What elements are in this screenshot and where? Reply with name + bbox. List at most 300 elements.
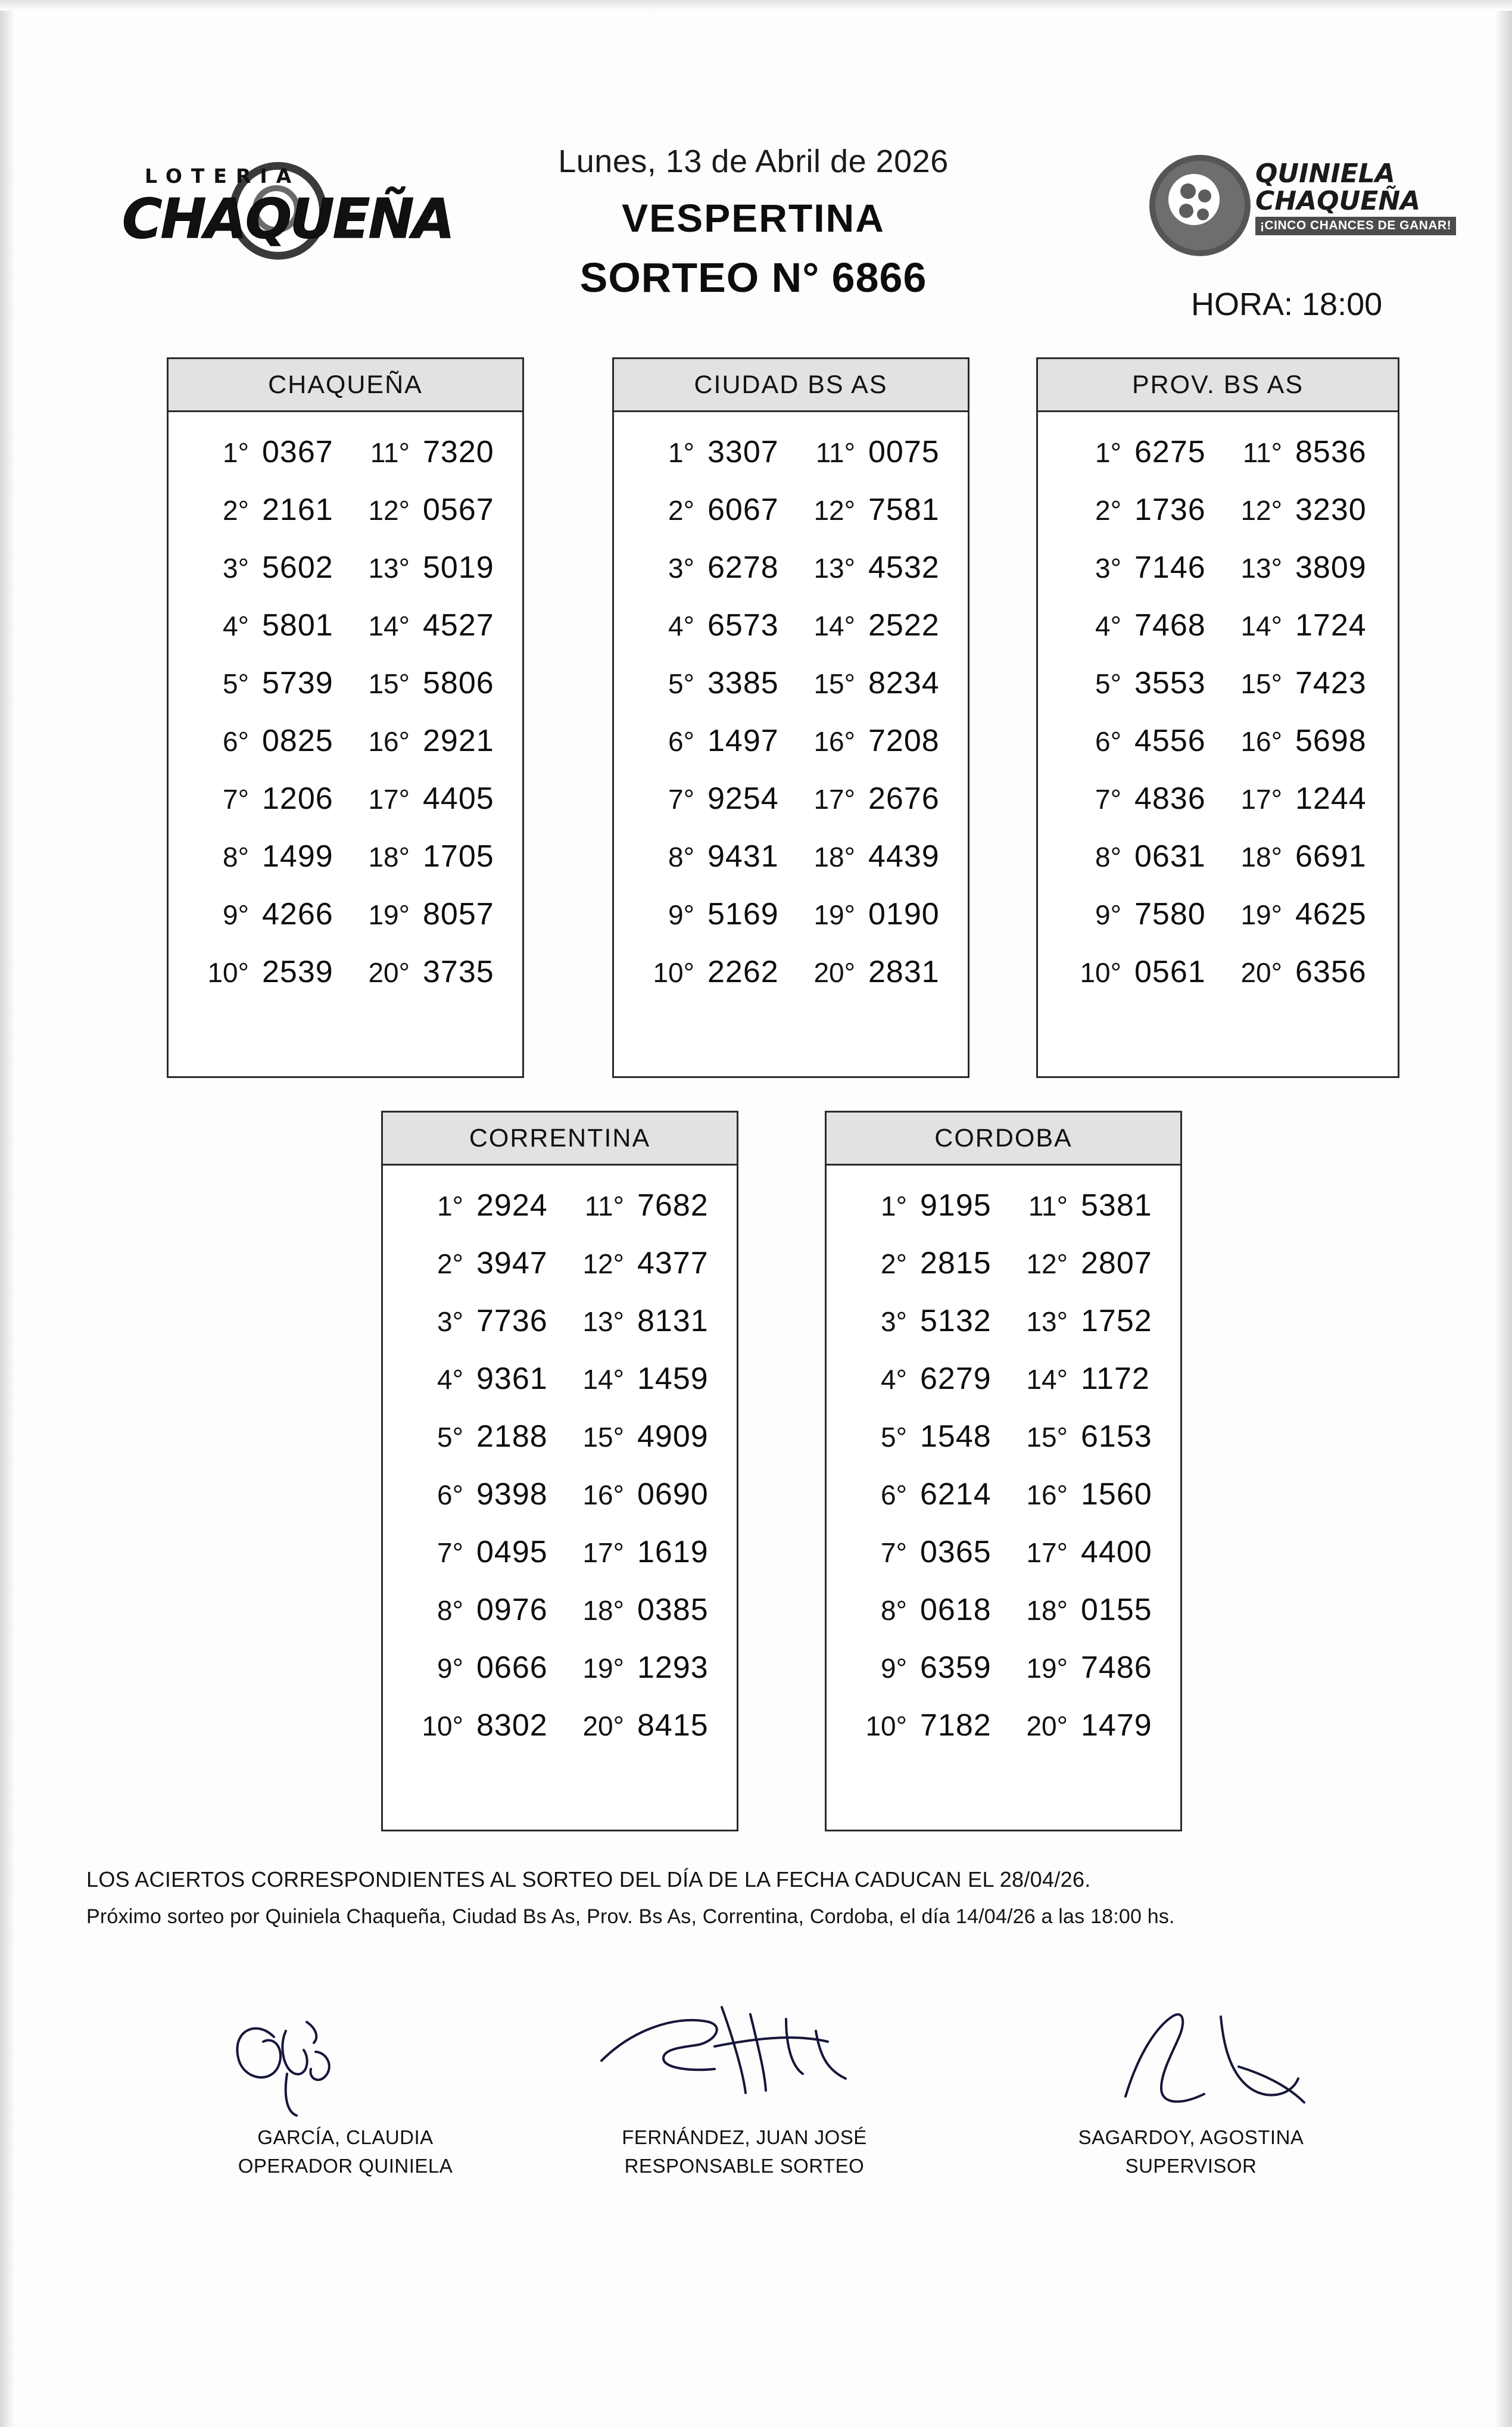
result-cell xyxy=(843,1188,1003,1223)
result-number: 4625 xyxy=(1295,896,1367,931)
result-cell xyxy=(843,1592,1003,1628)
result-cell xyxy=(399,1361,560,1397)
result-position: 8° xyxy=(1095,841,1121,873)
result-position: 12° xyxy=(1240,494,1282,526)
result-cell xyxy=(630,434,791,470)
result-number: 3809 xyxy=(1295,550,1367,585)
table-row xyxy=(827,1696,1180,1754)
table-row xyxy=(383,1523,737,1581)
result-cell xyxy=(791,723,952,759)
result-cell xyxy=(185,434,345,470)
table-rows-ciudad-bs-as xyxy=(614,412,968,1012)
table-row xyxy=(614,943,968,1001)
result-position: 16° xyxy=(813,725,855,757)
footer-notes xyxy=(86,1867,1432,1928)
result-number: 1560 xyxy=(1081,1476,1152,1512)
result-position: 14° xyxy=(582,1363,624,1395)
result-position: 3° xyxy=(881,1306,907,1337)
result-number: 6275 xyxy=(1134,434,1206,469)
result-position: 20° xyxy=(1240,957,1282,988)
result-position: 5° xyxy=(1095,668,1121,699)
table-row xyxy=(827,1638,1180,1696)
result-cell xyxy=(630,723,791,759)
result-position: 3° xyxy=(668,552,694,584)
result-position: 18° xyxy=(813,841,855,873)
table-header-cordoba: CORDOBA xyxy=(827,1113,1180,1166)
result-position: 9° xyxy=(437,1652,463,1684)
result-number: 7208 xyxy=(868,723,940,758)
result-cell xyxy=(1057,607,1218,643)
table-row xyxy=(827,1465,1180,1523)
result-cell xyxy=(185,607,345,643)
document-header xyxy=(0,125,1512,345)
result-cell xyxy=(185,954,345,990)
table-row xyxy=(169,769,522,827)
result-cell xyxy=(399,1188,560,1223)
result-number: 1206 xyxy=(262,781,333,816)
result-number: 0666 xyxy=(476,1650,548,1685)
result-cell xyxy=(843,1650,1003,1685)
result-number: 6214 xyxy=(920,1476,992,1512)
result-number: 6359 xyxy=(920,1650,992,1685)
table-row xyxy=(614,481,968,538)
result-cell xyxy=(1057,723,1218,759)
result-number: 2262 xyxy=(707,954,779,989)
result-cell xyxy=(1057,954,1218,990)
result-position: 8° xyxy=(223,841,249,873)
result-number: 0365 xyxy=(920,1534,992,1569)
table-row xyxy=(169,481,522,538)
result-number: 0155 xyxy=(1081,1592,1152,1627)
result-number: 0690 xyxy=(637,1476,709,1512)
result-position: 5° xyxy=(437,1421,463,1453)
result-cell xyxy=(345,550,506,585)
result-cell xyxy=(1003,1650,1164,1685)
result-cell xyxy=(1218,723,1379,759)
quiniela-logo-line1: QUINIELA xyxy=(1255,158,1395,189)
table-header-prov-bs-as: PROV. BS AS xyxy=(1038,359,1398,412)
result-position: 9° xyxy=(223,899,249,930)
result-number: 8302 xyxy=(476,1708,548,1743)
result-position: 3° xyxy=(437,1306,463,1337)
result-position: 9° xyxy=(668,899,694,930)
result-cell xyxy=(843,1476,1003,1512)
result-position: 4° xyxy=(223,610,249,641)
result-position: 12° xyxy=(1026,1248,1068,1279)
quiniela-logo-line2: CHAQUEÑA xyxy=(1255,186,1421,216)
result-number: 1479 xyxy=(1081,1708,1152,1743)
result-cell xyxy=(399,1476,560,1512)
result-position: 7° xyxy=(437,1537,463,1568)
result-number: 2161 xyxy=(262,492,333,527)
result-position: 2° xyxy=(1095,494,1121,526)
result-number: 0190 xyxy=(868,896,940,931)
table-row xyxy=(827,1234,1180,1292)
signature-role: SUPERVISOR xyxy=(1125,2155,1257,2177)
result-cell xyxy=(185,839,345,874)
result-position: 5° xyxy=(881,1421,907,1453)
result-number: 7468 xyxy=(1134,607,1206,643)
next-draw-note: Próximo sorteo por Quiniela Chaqueña, Ciudad Bs As, Prov. Bs As, Correntina, Cordoba, el día 14/04/26 a las 18:00 hs. xyxy=(86,1905,1175,1928)
result-number: 8057 xyxy=(423,896,494,931)
result-position: 15° xyxy=(1240,668,1282,699)
result-number: 3947 xyxy=(476,1245,548,1281)
loteria-chaquena-logo xyxy=(110,161,453,251)
table-row xyxy=(1038,712,1398,769)
result-position: 13° xyxy=(1026,1306,1068,1337)
result-position: 4° xyxy=(437,1363,463,1395)
result-cell xyxy=(843,1245,1003,1281)
table-header-ciudad-bs-as: CIUDAD BS AS xyxy=(614,359,968,412)
result-position: 2° xyxy=(437,1248,463,1279)
result-cell xyxy=(630,665,791,701)
result-cell xyxy=(560,1419,721,1454)
result-position: 13° xyxy=(813,552,855,584)
result-position: 7° xyxy=(223,783,249,815)
result-number: 7320 xyxy=(423,434,494,469)
table-row xyxy=(614,885,968,943)
expiry-note: LOS ACIERTOS CORRESPONDIENTES AL SORTEO DEL DÍA DE LA FECHA CADUCAN EL 28/04/26. xyxy=(86,1867,1091,1892)
table-row xyxy=(614,769,968,827)
draw-number: SORTEO N° 6866 xyxy=(579,254,927,301)
result-cell xyxy=(345,434,506,470)
result-number: 4527 xyxy=(423,607,494,643)
table-row xyxy=(169,654,522,712)
table-row xyxy=(383,1465,737,1523)
signature-operador xyxy=(137,1995,554,2177)
result-number: 2924 xyxy=(476,1188,548,1223)
result-position: 16° xyxy=(582,1479,624,1510)
result-number: 2921 xyxy=(423,723,494,758)
table-row xyxy=(614,712,968,769)
result-number: 4377 xyxy=(637,1245,709,1281)
result-number: 6356 xyxy=(1295,954,1367,989)
result-position: 5° xyxy=(668,668,694,699)
table-header-correntina: CORRENTINA xyxy=(383,1113,737,1166)
result-position: 1° xyxy=(668,437,694,468)
result-number: 8131 xyxy=(637,1303,709,1338)
result-number: 7682 xyxy=(637,1188,709,1223)
result-cell xyxy=(1218,665,1379,701)
result-cell xyxy=(630,896,791,932)
result-position: 14° xyxy=(1240,610,1282,641)
result-number: 0495 xyxy=(476,1534,548,1569)
result-position: 19° xyxy=(1026,1652,1068,1684)
result-position: 2° xyxy=(668,494,694,526)
result-cell xyxy=(1057,434,1218,470)
table-row xyxy=(169,885,522,943)
results-table-cordoba xyxy=(825,1111,1182,1831)
result-position: 18° xyxy=(368,841,410,873)
signature-mark-icon xyxy=(536,1995,953,2126)
result-cell xyxy=(345,607,506,643)
result-number: 2807 xyxy=(1081,1245,1152,1281)
result-position: 16° xyxy=(1240,725,1282,757)
result-position: 19° xyxy=(813,899,855,930)
table-row xyxy=(383,1176,737,1234)
result-number: 0561 xyxy=(1134,954,1206,989)
result-number: 0567 xyxy=(423,492,494,527)
result-number: 9254 xyxy=(707,781,779,816)
result-position: 20° xyxy=(1026,1710,1068,1741)
result-position: 7° xyxy=(668,783,694,815)
results-table-ciudad-bs-as xyxy=(612,357,969,1078)
result-position: 15° xyxy=(1026,1421,1068,1453)
table-row xyxy=(614,654,968,712)
result-cell xyxy=(399,1245,560,1281)
result-number: 5169 xyxy=(707,896,779,931)
result-number: 5019 xyxy=(423,550,494,585)
result-position: 8° xyxy=(668,841,694,873)
result-cell xyxy=(560,1708,721,1743)
logo-word-bottom: CHAQUEÑA xyxy=(122,187,453,251)
result-cell xyxy=(560,1592,721,1628)
result-cell xyxy=(1003,1476,1164,1512)
result-cell xyxy=(1057,665,1218,701)
header-center xyxy=(417,125,1090,301)
result-position: 1° xyxy=(437,1190,463,1222)
results-table-prov-bs-as xyxy=(1036,357,1399,1078)
result-cell xyxy=(791,954,952,990)
result-cell xyxy=(1003,1303,1164,1339)
results-table-correntina xyxy=(381,1111,738,1831)
result-number: 4836 xyxy=(1134,781,1206,816)
result-number: 0976 xyxy=(476,1592,548,1627)
table-row xyxy=(827,1350,1180,1407)
result-cell xyxy=(345,781,506,817)
table-row xyxy=(1038,885,1398,943)
quiniela-chaquena-logo xyxy=(1149,155,1483,256)
result-position: 19° xyxy=(368,899,410,930)
result-cell xyxy=(843,1303,1003,1339)
table-row xyxy=(169,423,522,481)
signature-responsable xyxy=(536,1995,953,2177)
result-position: 13° xyxy=(1240,552,1282,584)
draw-hour: HORA: 18:00 xyxy=(1191,286,1383,322)
table-row xyxy=(169,538,522,596)
result-cell xyxy=(345,954,506,990)
result-cell xyxy=(843,1708,1003,1743)
result-number: 2815 xyxy=(920,1245,992,1281)
result-number: 5132 xyxy=(920,1303,992,1338)
result-cell xyxy=(1218,434,1379,470)
result-cell xyxy=(791,781,952,817)
result-position: 15° xyxy=(368,668,410,699)
result-position: 15° xyxy=(813,668,855,699)
result-number: 4400 xyxy=(1081,1534,1152,1569)
result-number: 9195 xyxy=(920,1188,992,1223)
result-position: 13° xyxy=(368,552,410,584)
result-cell xyxy=(1003,1708,1164,1743)
result-cell xyxy=(791,896,952,932)
result-number: 1548 xyxy=(920,1419,992,1454)
result-number: 1705 xyxy=(423,839,494,874)
result-cell xyxy=(1057,839,1218,874)
result-number: 1752 xyxy=(1081,1303,1152,1338)
result-number: 1244 xyxy=(1295,781,1367,816)
result-cell xyxy=(399,1708,560,1743)
result-cell xyxy=(1057,492,1218,528)
result-position: 3° xyxy=(1095,552,1121,584)
table-row xyxy=(169,712,522,769)
result-number: 3307 xyxy=(707,434,779,469)
table-row xyxy=(169,943,522,1001)
result-cell xyxy=(630,550,791,585)
result-position: 14° xyxy=(368,610,410,641)
result-cell xyxy=(399,1534,560,1570)
result-position: 20° xyxy=(813,957,855,988)
result-position: 18° xyxy=(582,1594,624,1626)
result-cell xyxy=(345,896,506,932)
result-cell xyxy=(1003,1419,1164,1454)
signature-name: GARCÍA, CLAUDIA xyxy=(257,2126,434,2148)
result-position: 12° xyxy=(582,1248,624,1279)
result-cell xyxy=(1003,1592,1164,1628)
result-number: 0631 xyxy=(1134,839,1206,874)
result-cell xyxy=(185,896,345,932)
signature-role: RESPONSABLE SORTEO xyxy=(624,2155,865,2177)
result-cell xyxy=(560,1188,721,1223)
result-number: 4405 xyxy=(423,781,494,816)
result-position: 10° xyxy=(865,1710,907,1741)
result-cell xyxy=(185,781,345,817)
result-position: 20° xyxy=(368,957,410,988)
result-number: 2188 xyxy=(476,1419,548,1454)
result-cell xyxy=(1003,1188,1164,1223)
results-table-chaquena xyxy=(167,357,524,1078)
result-cell xyxy=(185,492,345,528)
result-number: 1619 xyxy=(637,1534,709,1569)
result-number: 1724 xyxy=(1295,607,1367,643)
result-cell xyxy=(1218,550,1379,585)
result-cell xyxy=(560,1361,721,1397)
result-number: 8234 xyxy=(868,665,940,700)
result-cell xyxy=(630,839,791,874)
result-number: 0385 xyxy=(637,1592,709,1627)
result-cell xyxy=(560,1245,721,1281)
table-rows-chaquena xyxy=(169,412,522,1012)
result-number: 3553 xyxy=(1134,665,1206,700)
result-cell xyxy=(1218,954,1379,990)
signature-name: FERNÁNDEZ, JUAN JOSÉ xyxy=(622,2126,867,2148)
result-number: 9398 xyxy=(476,1476,548,1512)
result-position: 11° xyxy=(815,437,855,468)
result-position: 11° xyxy=(1242,437,1282,468)
table-row xyxy=(383,1234,737,1292)
table-rows-correntina xyxy=(383,1166,737,1766)
table-row xyxy=(614,827,968,885)
table-header-chaquena: CHAQUEÑA xyxy=(169,359,522,412)
table-row xyxy=(1038,596,1398,654)
result-number: 6279 xyxy=(920,1361,992,1396)
result-number: 4532 xyxy=(868,550,940,585)
table-row xyxy=(827,1581,1180,1638)
result-position: 15° xyxy=(582,1421,624,1453)
result-cell xyxy=(1057,896,1218,932)
signature-name: SAGARDOY, AGOSTINA xyxy=(1078,2126,1304,2148)
result-number: 5806 xyxy=(423,665,494,700)
quiniela-ball-icon xyxy=(1149,155,1251,256)
result-number: 4439 xyxy=(868,839,940,874)
table-row xyxy=(1038,827,1398,885)
result-cell xyxy=(1218,896,1379,932)
result-cell xyxy=(560,1303,721,1339)
quiniela-logo-tagline: ¡CINCO CHANCES DE GANAR! xyxy=(1255,217,1456,235)
table-row xyxy=(383,1350,737,1407)
result-position: 14° xyxy=(1026,1363,1068,1395)
result-cell xyxy=(1218,607,1379,643)
table-row xyxy=(169,596,522,654)
result-number: 4556 xyxy=(1134,723,1206,758)
result-number: 2539 xyxy=(262,954,333,989)
result-number: 7580 xyxy=(1134,896,1206,931)
result-cell xyxy=(1003,1534,1164,1570)
result-cell xyxy=(1003,1361,1164,1397)
result-position: 17° xyxy=(582,1537,624,1568)
result-number: 8536 xyxy=(1295,434,1367,469)
result-position: 7° xyxy=(1095,783,1121,815)
result-position: 11° xyxy=(584,1190,624,1222)
result-number: 0825 xyxy=(262,723,333,758)
result-number: 7146 xyxy=(1134,550,1206,585)
result-number: 7423 xyxy=(1295,665,1367,700)
table-row xyxy=(383,1407,737,1465)
result-position: 4° xyxy=(881,1363,907,1395)
result-cell xyxy=(1218,781,1379,817)
result-number: 6278 xyxy=(707,550,779,585)
result-position: 12° xyxy=(368,494,410,526)
table-row xyxy=(1038,423,1398,481)
result-number: 1736 xyxy=(1134,492,1206,527)
result-position: 17° xyxy=(1026,1537,1068,1568)
result-cell xyxy=(1057,781,1218,817)
result-position: 18° xyxy=(1240,841,1282,873)
table-row xyxy=(614,596,968,654)
table-row xyxy=(1038,654,1398,712)
result-position: 6° xyxy=(223,725,249,757)
result-number: 6691 xyxy=(1295,839,1367,874)
result-number: 3230 xyxy=(1295,492,1367,527)
table-row xyxy=(1038,538,1398,596)
result-number: 7581 xyxy=(868,492,940,527)
result-position: 1° xyxy=(1095,437,1121,468)
result-position: 9° xyxy=(881,1652,907,1684)
result-cell xyxy=(345,492,506,528)
table-row xyxy=(1038,481,1398,538)
result-cell xyxy=(791,492,952,528)
result-number: 1459 xyxy=(637,1361,709,1396)
result-cell xyxy=(843,1534,1003,1570)
table-row xyxy=(383,1638,737,1696)
result-cell xyxy=(1218,492,1379,528)
table-row xyxy=(614,538,968,596)
result-position: 3° xyxy=(223,552,249,584)
result-number: 8415 xyxy=(637,1708,709,1743)
table-row xyxy=(827,1523,1180,1581)
result-position: 10° xyxy=(422,1710,463,1741)
table-row xyxy=(383,1292,737,1350)
result-number: 6067 xyxy=(707,492,779,527)
result-number: 3735 xyxy=(423,954,494,989)
result-cell xyxy=(560,1650,721,1685)
result-position: 19° xyxy=(1240,899,1282,930)
result-number: 9361 xyxy=(476,1361,548,1396)
result-number: 1293 xyxy=(637,1650,709,1685)
signature-mark-icon xyxy=(137,1995,554,2126)
result-cell xyxy=(843,1419,1003,1454)
result-position: 19° xyxy=(582,1652,624,1684)
result-position: 4° xyxy=(668,610,694,641)
